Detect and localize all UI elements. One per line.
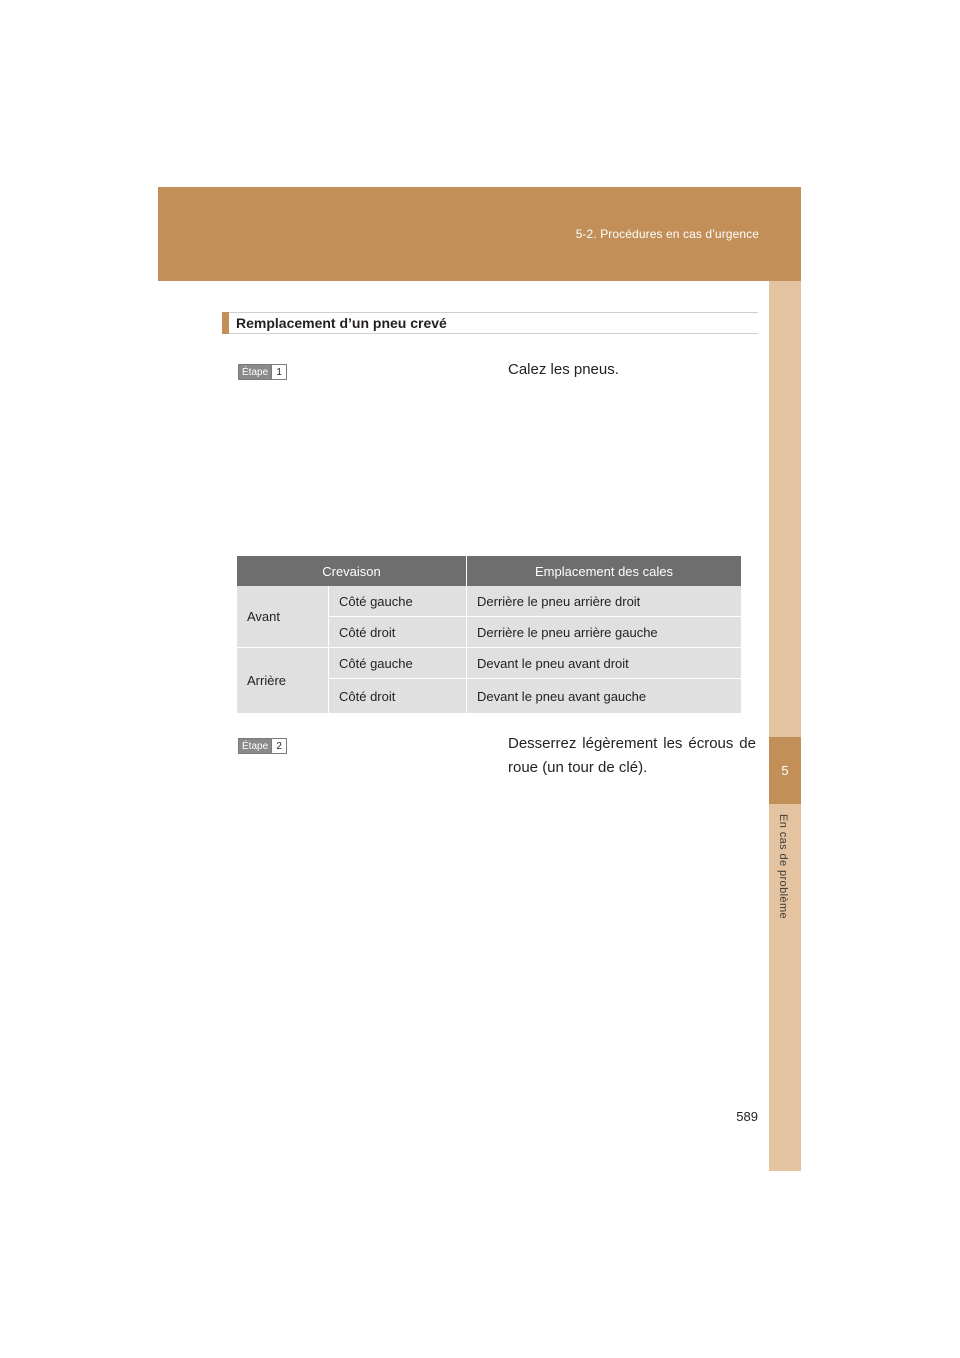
step-label: Étape	[239, 365, 271, 379]
chapter-number-box	[769, 737, 801, 804]
page-number: 589	[736, 1109, 758, 1124]
table-location-cell: Derrière le pneu arrière gauche	[467, 617, 742, 648]
table-group-cell: Arrière	[237, 648, 329, 714]
table-header-row	[237, 556, 741, 586]
heading-accent-bar	[222, 312, 229, 334]
table-header-crevaison: Crevaison	[237, 556, 467, 586]
step-2-badge	[238, 738, 287, 754]
section-breadcrumb: 5-2. Procédures en cas d’urgence	[575, 227, 759, 241]
step-1-badge	[238, 364, 287, 380]
step-label: Étape	[239, 739, 271, 753]
table-group-cell: Avant	[237, 586, 329, 648]
table-row	[237, 586, 741, 617]
step-2-text: Desserrez légèrement les écrous de roue (un tour de clé).	[508, 735, 756, 776]
section-heading-text: Remplacement d’un pneu crevé	[236, 315, 447, 331]
table-location-cell: Devant le pneu avant droit	[467, 648, 742, 679]
step-number: 1	[271, 365, 286, 379]
step-1-text: Calez les pneus.	[508, 361, 619, 378]
chapter-number: 5	[781, 763, 789, 778]
chapter-title: En cas de problème	[777, 814, 789, 920]
page-header	[158, 187, 801, 281]
table-side-cell: Côté droit	[329, 679, 467, 714]
table-side-cell: Côté droit	[329, 617, 467, 648]
chapter-side-tab	[769, 281, 801, 1171]
table-side-cell: Côté gauche	[329, 586, 467, 617]
table-header-emplacement: Emplacement des cales	[467, 556, 742, 586]
table-location-cell: Devant le pneu avant gauche	[467, 679, 742, 714]
step-number: 2	[271, 739, 286, 753]
table-location-cell: Derrière le pneu arrière droit	[467, 586, 742, 617]
table-row	[237, 648, 741, 679]
section-heading	[222, 312, 758, 334]
table-side-cell: Côté gauche	[329, 648, 467, 679]
wheel-chock-table	[237, 556, 741, 714]
